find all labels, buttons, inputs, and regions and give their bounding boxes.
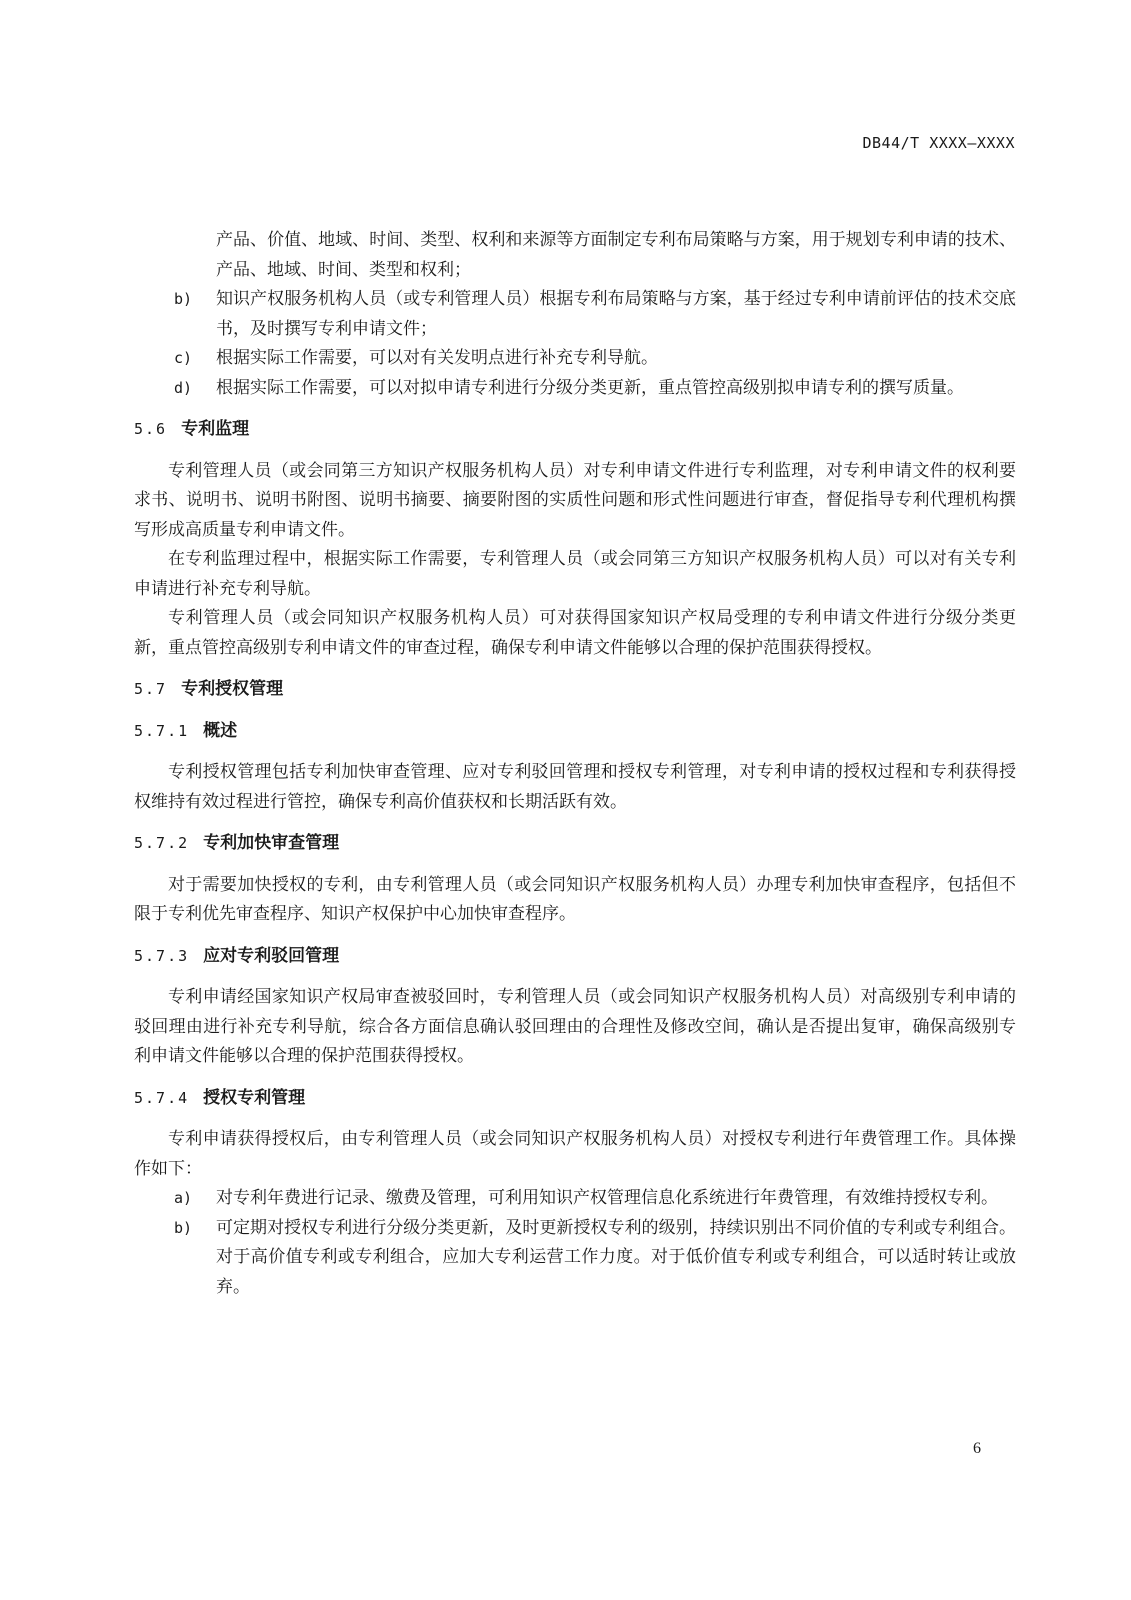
- section-title: 专利授权管理: [181, 679, 284, 699]
- page-number: 6: [973, 1440, 981, 1457]
- section-title: 应对专利驳回管理: [203, 945, 340, 966]
- section-heading-5-7-2: [134, 829, 1016, 859]
- section-heading-5-7: [134, 675, 1016, 705]
- section-number: 5.7: [134, 680, 168, 698]
- list-marker: c): [174, 349, 193, 367]
- list-item-text: 根据实际工作需要，可以对有关发明点进行补充专利导航。: [216, 348, 658, 368]
- section-title: 专利监理: [181, 419, 250, 439]
- list-item: [134, 1214, 1016, 1303]
- section-heading-5-7-1: [134, 717, 1016, 747]
- document-code: DB44/T XXXX—XXXX: [862, 134, 1015, 152]
- list-marker: b): [174, 290, 193, 308]
- paragraph: 专利授权管理包括专利加快审查管理、应对专利驳回管理和授权专利管理，对专利申请的授权过程和专利获得授权维持有效过程进行管控，确保专利高价值获权和长期活跃有效。: [134, 762, 1016, 812]
- list-marker: b): [174, 1218, 193, 1237]
- list-item: [134, 1184, 1016, 1214]
- section-heading-5-7-3: [134, 942, 1016, 972]
- section-heading-5-6: [134, 415, 1016, 445]
- section-number: 5.7.1: [134, 721, 190, 740]
- section-number: 5.6: [134, 420, 168, 438]
- section-number: 5.7.3: [134, 946, 190, 965]
- section-title: 专利加快审查管理: [203, 833, 340, 853]
- list-item-text: 知识产权服务机构人员（或专利管理人员）根据专利布局策略与方案，基于经过专利申请前评估的技术交底书，及时撰写专利申请文件；: [216, 289, 1016, 339]
- list-item: [134, 344, 1016, 374]
- list-item-text: 可定期对授权专利进行分级分类更新，及时更新授权专利的级别，持续识别出不同价值的专利或专利组合。对于高价值专利或专利组合，应加大专利运营工作力度。对于低价值专利或专利组合，可以适时转让或放弃。: [216, 1217, 1016, 1297]
- paragraph: 对于需要加快授权的专利，由专利管理人员（或会同知识产权服务机构人员）办理专利加快审查程序，包括但不限于专利优先审查程序、知识产权保护中心加快审查程序。: [134, 874, 1016, 924]
- list-item: [134, 374, 1016, 404]
- list-marker: d): [174, 378, 193, 397]
- list-item: [134, 285, 1016, 344]
- list-marker: a): [174, 1189, 193, 1207]
- paragraph: 专利申请经国家知识产权局审查被驳回时，专利管理人员（或会同知识产权服务机构人员）对高级别专利申请的驳回理由进行补充专利导航，综合各方面信息确认驳回理由的合理性及修改空间，确认是否提出复审，确保高级别专利申请文件能够以合理的保护范围获得授权。: [134, 987, 1016, 1066]
- section-title: 授权专利管理: [203, 1087, 306, 1108]
- section-number: 5.7.4: [134, 1088, 190, 1107]
- paragraph: 专利申请获得授权后，由专利管理人员（或会同知识产权服务机构人员）对授权专利进行年费管理工作。具体操作如下：: [134, 1129, 1016, 1179]
- document-body: [134, 226, 1016, 1302]
- list-item-continuation: 产品、价值、地域、时间、类型、权利和来源等方面制定专利布局策略与方案，用于规划专利申请的技术、产品、地域、时间、类型和权利；: [216, 230, 1016, 280]
- section-number: 5.7.2: [134, 834, 190, 852]
- list-item-text: 根据实际工作需要，可以对拟申请专利进行分级分类更新，重点管控高级别拟申请专利的撰写质量。: [216, 377, 964, 398]
- section-heading-5-7-4: [134, 1084, 1016, 1114]
- paragraph: 在专利监理过程中，根据实际工作需要，专利管理人员（或会同第三方知识产权服务机构人员）可以对有关专利申请进行补充专利导航。: [134, 549, 1016, 599]
- paragraph: 专利管理人员（或会同知识产权服务机构人员）可对获得国家知识产权局受理的专利申请文件进行分级分类更新，重点管控高级别专利申请文件的审查过程，确保专利申请文件能够以合理的保护范围获得授权。: [134, 608, 1016, 658]
- list-item-text: 对专利年费进行记录、缴费及管理，可利用知识产权管理信息化系统进行年费管理，有效维持授权专利。: [216, 1188, 998, 1208]
- paragraph: 专利管理人员（或会同第三方知识产权服务机构人员）对专利申请文件进行专利监理，对专利申请文件的权利要求书、说明书、说明书附图、说明书摘要、摘要附图的实质性问题和形式性问题进行审查，督促指导专利代理机构撰写形成高质量专利申请文件。: [134, 460, 1016, 540]
- section-title: 概述: [203, 720, 238, 741]
